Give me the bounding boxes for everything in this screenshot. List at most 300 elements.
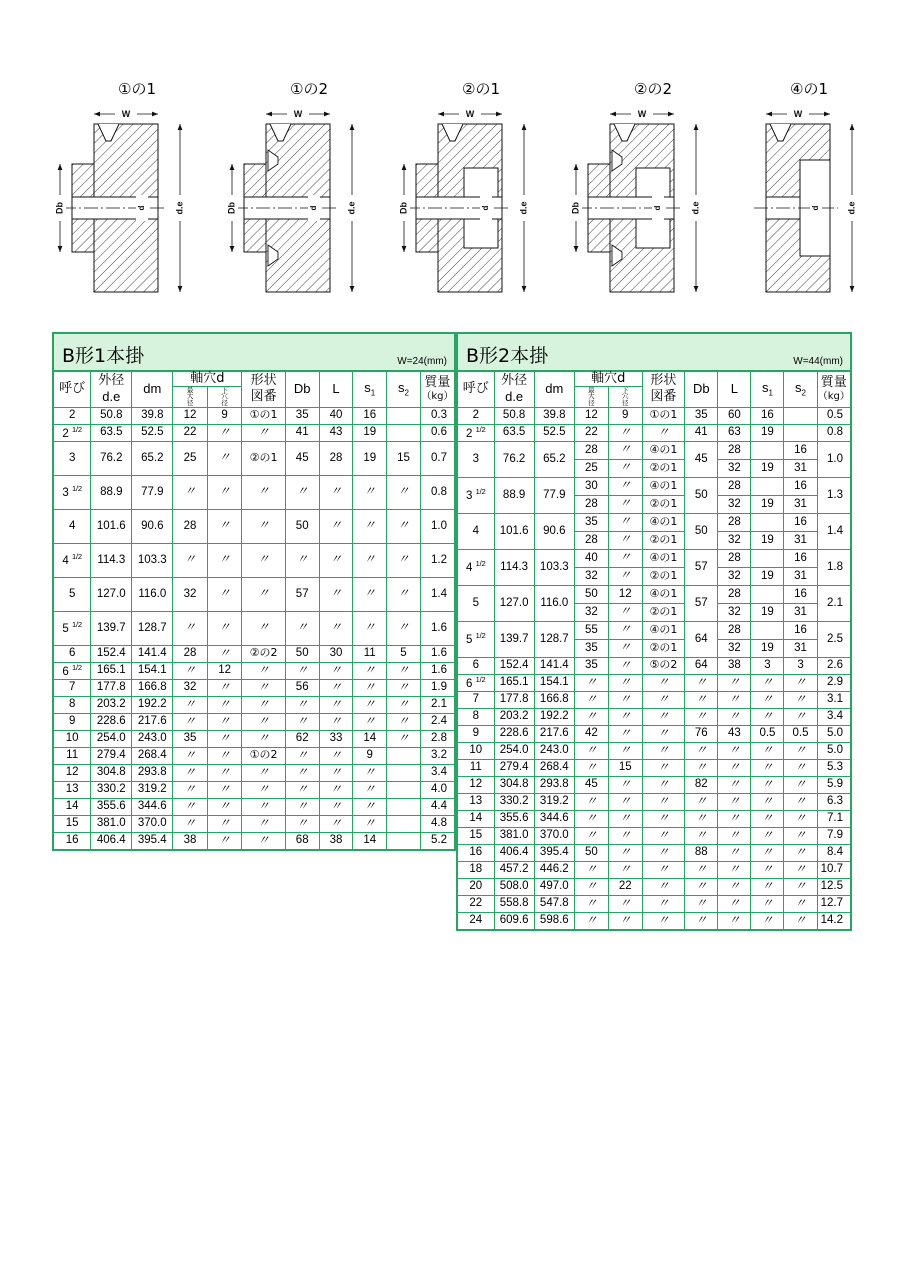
cell-db: 〃 (285, 747, 319, 764)
col-l: L (718, 371, 751, 407)
cell-s1: 〃 (353, 611, 387, 645)
cell-dm: 39.8 (534, 407, 574, 424)
cell-dmax: 32 (574, 567, 608, 585)
cell-dm: 293.8 (132, 764, 173, 781)
table-row (53, 543, 455, 577)
cell-nominal: 11 (457, 759, 494, 776)
cell-de: 127.0 (494, 585, 534, 621)
cell-shape: 〃 (642, 691, 685, 708)
cell-de: 50.8 (494, 407, 534, 424)
cell-mass: 3.1 (817, 691, 851, 708)
cell-de: 76.2 (91, 441, 132, 475)
table-row (457, 657, 851, 674)
table-row (53, 781, 455, 798)
cell-nominal: 2 (457, 407, 494, 424)
cell-dmax: 28 (574, 441, 608, 459)
cell-dmax: 28 (173, 509, 208, 543)
svg-text:W: W (637, 109, 647, 120)
col-bore-pilot: 下 穴 径 (207, 386, 242, 407)
cell-shape: ④の1 (642, 513, 685, 531)
cell-de: 177.8 (91, 679, 132, 696)
cell-l: 28 (718, 585, 751, 603)
cell-l: 30 (319, 645, 353, 662)
cell-dm: 116.0 (132, 577, 173, 611)
cell-db: 〃 (685, 861, 718, 878)
col-bore-max: 最 大 径 (574, 386, 608, 407)
cell-nominal: 14 (457, 810, 494, 827)
cell-dpilot: 〃 (207, 832, 242, 850)
cell-de: 101.6 (494, 513, 534, 549)
cell-mass: 4.0 (420, 781, 455, 798)
cell-db: 〃 (285, 764, 319, 781)
cell-dm: 154.1 (132, 662, 173, 679)
cell-shape: 〃 (642, 725, 685, 742)
cell-s2: 31 (784, 567, 817, 585)
col-l: L (319, 371, 353, 407)
svg-text:Db: Db (398, 202, 409, 214)
cell-dmax: 40 (574, 549, 608, 567)
cell-dpilot: 9 (207, 407, 242, 424)
cell-mass: 1.4 (420, 577, 455, 611)
cell-dmax: 22 (574, 424, 608, 441)
cell-shape: 〃 (642, 424, 685, 441)
cell-nominal: 22 (457, 895, 494, 912)
table-row (457, 776, 851, 793)
cell-s2: 〃 (784, 827, 817, 844)
cell-l: 38 (718, 657, 751, 674)
cell-nominal: 3 (53, 441, 91, 475)
cell-dpilot: 〃 (608, 549, 642, 567)
table-banner-left (52, 332, 456, 370)
cell-l: 〃 (319, 475, 353, 509)
cell-s2: 〃 (784, 742, 817, 759)
cell-l: 60 (718, 407, 751, 424)
table-row-group-top (457, 513, 851, 531)
cell-dm: 116.0 (534, 585, 574, 621)
col-bore-pilot: 下 穴 径 (608, 386, 642, 407)
cell-db: 〃 (685, 708, 718, 725)
cell-nominal: 13 (53, 781, 91, 798)
cell-de: 254.0 (494, 742, 534, 759)
table-row (53, 662, 455, 679)
cell-l: 〃 (319, 509, 353, 543)
svg-text:W: W (293, 109, 303, 120)
cell-dmax: 〃 (574, 861, 608, 878)
cell-dmax: 12 (574, 407, 608, 424)
cell-s2: 31 (784, 639, 817, 657)
cell-shape: 〃 (242, 679, 285, 696)
cell-shape: 〃 (642, 742, 685, 759)
cell-nominal: 2 $^{1/2}$ (53, 424, 91, 441)
cell-l: 28 (319, 441, 353, 475)
cell-s1: 14 (353, 832, 387, 850)
cell-mass: 0.8 (420, 475, 455, 509)
svg-text:d: d (137, 205, 147, 211)
cell-db: 〃 (685, 691, 718, 708)
cell-dpilot: 〃 (207, 764, 242, 781)
cell-de: 139.7 (494, 621, 534, 657)
cell-shape: 〃 (242, 832, 285, 850)
cell-nominal: 4 (457, 513, 494, 549)
cell-dpilot: 〃 (207, 577, 242, 611)
cell-dmax: 〃 (173, 781, 208, 798)
cell-shape: ①の1 (642, 407, 685, 424)
cell-s1: 〃 (751, 793, 784, 810)
cell-s1: 〃 (353, 509, 387, 543)
cell-dmax: 35 (173, 730, 208, 747)
cell-db: 57 (285, 577, 319, 611)
cell-l: 28 (718, 441, 751, 459)
cell-s2: 〃 (784, 861, 817, 878)
cell-nominal: 3 (457, 441, 494, 477)
cell-s2 (387, 424, 421, 441)
cell-mass: 2.9 (817, 674, 851, 691)
cell-de: 304.8 (494, 776, 534, 793)
cell-l: 40 (319, 407, 353, 424)
cell-s1: 〃 (751, 674, 784, 691)
table-row (53, 424, 455, 441)
table-row (457, 827, 851, 844)
cell-dm: 547.8 (534, 895, 574, 912)
cell-de: 279.4 (494, 759, 534, 776)
cell-s1: 〃 (353, 696, 387, 713)
cell-de: 304.8 (91, 764, 132, 781)
cell-shape: ④の1 (642, 441, 685, 459)
cell-db: 64 (685, 621, 718, 657)
cell-nominal: 2 (53, 407, 91, 424)
cell-s1: 9 (353, 747, 387, 764)
cell-l: 28 (718, 477, 751, 495)
col-mass: 質量 （kg） (420, 371, 455, 407)
cell-nominal: 15 (53, 815, 91, 832)
cell-s2: 5 (387, 645, 421, 662)
cell-s1: 〃 (353, 577, 387, 611)
cell-shape: 〃 (242, 713, 285, 730)
table-row (457, 759, 851, 776)
cell-s1: 〃 (751, 878, 784, 895)
cell-s1: 0.5 (751, 725, 784, 742)
cell-s1: 19 (353, 424, 387, 441)
cell-shape: 〃 (242, 577, 285, 611)
cell-s1: 〃 (751, 912, 784, 930)
cell-dmax: 〃 (574, 674, 608, 691)
cell-s1: 19 (751, 495, 784, 513)
cell-dm: 319.2 (132, 781, 173, 798)
cell-mass: 2.1 (817, 585, 851, 621)
cell-mass: 0.6 (420, 424, 455, 441)
cell-dmax: 35 (574, 513, 608, 531)
cell-db: 〃 (685, 878, 718, 895)
cell-l: 〃 (319, 764, 353, 781)
cell-s2: 〃 (784, 793, 817, 810)
cell-shape: 〃 (642, 861, 685, 878)
cell-shape: 〃 (242, 475, 285, 509)
cell-dpilot: 〃 (207, 543, 242, 577)
svg-text:d: d (811, 205, 821, 211)
cell-s1: 〃 (751, 861, 784, 878)
cell-s1: 〃 (353, 713, 387, 730)
cell-mass: 1.6 (420, 662, 455, 679)
table-row (53, 764, 455, 781)
table-row (457, 708, 851, 725)
cell-dm: 141.4 (132, 645, 173, 662)
cell-shape: 〃 (242, 696, 285, 713)
table-title-right: B形2本掛 (466, 345, 549, 367)
cell-dm: 395.4 (132, 832, 173, 850)
cell-dmax: 55 (574, 621, 608, 639)
cell-s1: 3 (751, 657, 784, 674)
cell-dpilot: 〃 (608, 725, 642, 742)
cell-mass: 5.3 (817, 759, 851, 776)
cell-dpilot: 〃 (608, 674, 642, 691)
cell-dm: 77.9 (132, 475, 173, 509)
cell-dm: 370.0 (132, 815, 173, 832)
cell-s2 (387, 832, 421, 850)
cell-dmax: 〃 (574, 810, 608, 827)
cell-dm: 446.2 (534, 861, 574, 878)
cell-shape: ④の1 (642, 621, 685, 639)
cell-mass: 0.3 (420, 407, 455, 424)
cell-dm: 217.6 (132, 713, 173, 730)
cell-dpilot: 〃 (608, 810, 642, 827)
figure-title: ②の1 (462, 80, 500, 98)
col-db: Db (685, 371, 718, 407)
cell-db: 〃 (285, 611, 319, 645)
cell-db: 〃 (685, 759, 718, 776)
cell-mass: 1.0 (817, 441, 851, 477)
cell-shape: 〃 (642, 810, 685, 827)
cell-s1: 19 (751, 567, 784, 585)
cell-mass: 6.3 (817, 793, 851, 810)
svg-text:W: W (793, 109, 803, 120)
cell-l: 〃 (718, 878, 751, 895)
cell-dmax: 45 (574, 776, 608, 793)
cell-mass: 7.9 (817, 827, 851, 844)
cell-nominal: 10 (53, 730, 91, 747)
cell-s2: 〃 (784, 810, 817, 827)
cell-dmax: 〃 (574, 895, 608, 912)
cell-s1: 〃 (353, 475, 387, 509)
cell-dmax: 22 (173, 424, 208, 441)
cell-s2 (387, 407, 421, 424)
cell-nominal: 3 $^{1/2}$ (53, 475, 91, 509)
cell-db: 50 (685, 513, 718, 549)
cell-dmax: 〃 (173, 696, 208, 713)
cell-shape: ④の1 (642, 585, 685, 603)
col-bore-group: 軸穴d (173, 371, 242, 386)
table-banner-right (456, 332, 852, 370)
svg-text:Db: Db (54, 202, 65, 214)
cell-shape: ②の1 (642, 531, 685, 549)
cell-de: 127.0 (91, 577, 132, 611)
table-row (457, 691, 851, 708)
table-row (457, 878, 851, 895)
cell-nominal: 12 (457, 776, 494, 793)
table-row (53, 832, 455, 850)
cell-s2: 16 (784, 441, 817, 459)
cell-dm: 128.7 (132, 611, 173, 645)
cell-l: 32 (718, 567, 751, 585)
cell-dm: 103.3 (132, 543, 173, 577)
cell-de: 279.4 (91, 747, 132, 764)
cell-db: 〃 (285, 696, 319, 713)
cell-s1: 〃 (751, 742, 784, 759)
cell-dmax: 50 (574, 844, 608, 861)
cell-shape: ②の1 (242, 441, 285, 475)
cell-l: 63 (718, 424, 751, 441)
cell-db: 〃 (685, 742, 718, 759)
figure-fig-4-1 (724, 78, 894, 313)
cell-de: 63.5 (91, 424, 132, 441)
cell-l: 43 (319, 424, 353, 441)
col-bore-max: 最 大 径 (173, 386, 208, 407)
table-row (53, 747, 455, 764)
cell-dpilot: 〃 (608, 793, 642, 810)
cell-s2 (387, 764, 421, 781)
cell-shape: 〃 (242, 764, 285, 781)
cell-shape: ②の2 (242, 645, 285, 662)
cell-db: 〃 (685, 810, 718, 827)
cell-dmax: 28 (574, 495, 608, 513)
cell-shape: 〃 (642, 844, 685, 861)
cell-l: 〃 (319, 696, 353, 713)
cell-dm: 141.4 (534, 657, 574, 674)
cell-nominal: 18 (457, 861, 494, 878)
cell-mass: 2.1 (420, 696, 455, 713)
cell-l: 〃 (319, 713, 353, 730)
col-s1: $s_1$ (751, 371, 784, 407)
table-row (53, 407, 455, 424)
cell-nominal: 8 (53, 696, 91, 713)
cell-dm: 52.5 (132, 424, 173, 441)
cell-de: 165.1 (91, 662, 132, 679)
col-db: Db (285, 371, 319, 407)
cell-dpilot: 〃 (207, 679, 242, 696)
cell-db: 45 (285, 441, 319, 475)
cell-s1: 〃 (751, 810, 784, 827)
width-note-right: W=44(mm) (793, 356, 843, 367)
cell-de: 50.8 (91, 407, 132, 424)
cell-dm: 395.4 (534, 844, 574, 861)
figure-fig-2-1 (396, 78, 566, 313)
svg-text:d.e: d.e (846, 201, 857, 215)
cell-dmax: 28 (574, 531, 608, 549)
cell-db: 76 (685, 725, 718, 742)
cell-l: 32 (718, 603, 751, 621)
cell-dpilot: 〃 (608, 495, 642, 513)
cell-db: 64 (685, 657, 718, 674)
cell-de: 177.8 (494, 691, 534, 708)
cell-s2: 〃 (387, 543, 421, 577)
cell-s1: 〃 (353, 543, 387, 577)
figure-title: ④の1 (790, 80, 828, 98)
cell-nominal: 14 (53, 798, 91, 815)
cell-dpilot: 〃 (608, 776, 642, 793)
cell-de: 114.3 (494, 549, 534, 585)
cell-shape: ①の2 (242, 747, 285, 764)
cell-nominal: 12 (53, 764, 91, 781)
cell-s1: 〃 (751, 759, 784, 776)
cell-s1: 19 (751, 459, 784, 477)
cell-dm: 243.0 (534, 742, 574, 759)
cell-dmax: 25 (574, 459, 608, 477)
cell-db: 50 (285, 645, 319, 662)
cell-dpilot: 〃 (608, 912, 642, 930)
cell-s1: 〃 (353, 781, 387, 798)
cell-dmax: 〃 (574, 759, 608, 776)
cell-nominal: 8 (457, 708, 494, 725)
cell-mass: 14.2 (817, 912, 851, 930)
cell-l: 〃 (319, 662, 353, 679)
cell-dpilot: 〃 (608, 844, 642, 861)
cell-dpilot: 〃 (207, 645, 242, 662)
cell-l: 32 (718, 531, 751, 549)
cell-dmax: 38 (173, 832, 208, 850)
cell-mass: 1.4 (817, 513, 851, 549)
cell-s1: 〃 (353, 662, 387, 679)
cell-shape: 〃 (642, 759, 685, 776)
cell-de: 406.4 (91, 832, 132, 850)
cell-shape: ②の1 (642, 459, 685, 477)
cell-dpilot: 〃 (207, 611, 242, 645)
cell-dmax: 〃 (574, 912, 608, 930)
cell-l: 〃 (718, 776, 751, 793)
col-s2: $s_2$ (387, 371, 421, 407)
cell-s2: 〃 (784, 674, 817, 691)
cell-s1: 〃 (751, 827, 784, 844)
cell-s2: 〃 (784, 759, 817, 776)
cell-db: 〃 (285, 713, 319, 730)
cell-s2: 31 (784, 531, 817, 549)
cell-l: 〃 (319, 798, 353, 815)
cell-s1: 〃 (751, 691, 784, 708)
cell-s1: 19 (751, 639, 784, 657)
cell-nominal: 5 (457, 585, 494, 621)
cell-de: 165.1 (494, 674, 534, 691)
cell-dm: 192.2 (534, 708, 574, 725)
cell-dpilot: 22 (608, 878, 642, 895)
cell-s2: 〃 (387, 577, 421, 611)
cell-mass: 0.7 (420, 441, 455, 475)
figure-title: ②の2 (634, 80, 672, 98)
table-row-group-top (457, 585, 851, 603)
cell-s1: 〃 (353, 679, 387, 696)
cell-db: 〃 (685, 793, 718, 810)
svg-text:d.e: d.e (174, 201, 185, 215)
cell-s1 (751, 477, 784, 495)
col-shape: 形状 図番 (242, 371, 285, 407)
cell-nominal: 5 (53, 577, 91, 611)
cell-shape: ④の1 (642, 549, 685, 567)
cell-shape: 〃 (242, 509, 285, 543)
cell-shape: 〃 (242, 815, 285, 832)
cell-s2: 〃 (784, 878, 817, 895)
cell-dpilot: 〃 (608, 477, 642, 495)
cell-dpilot: 〃 (608, 531, 642, 549)
table-row (457, 407, 851, 424)
cell-l: 〃 (718, 708, 751, 725)
svg-text:W: W (121, 109, 131, 120)
col-mass: 質量 （kg） (817, 371, 851, 407)
cell-l: 28 (718, 621, 751, 639)
col-dm: dm (132, 371, 173, 407)
cell-l: 〃 (319, 781, 353, 798)
cell-shape: ④の1 (642, 477, 685, 495)
cell-db: 56 (285, 679, 319, 696)
cell-s2: 31 (784, 603, 817, 621)
cell-shape: 〃 (642, 793, 685, 810)
cell-mass: 1.9 (420, 679, 455, 696)
